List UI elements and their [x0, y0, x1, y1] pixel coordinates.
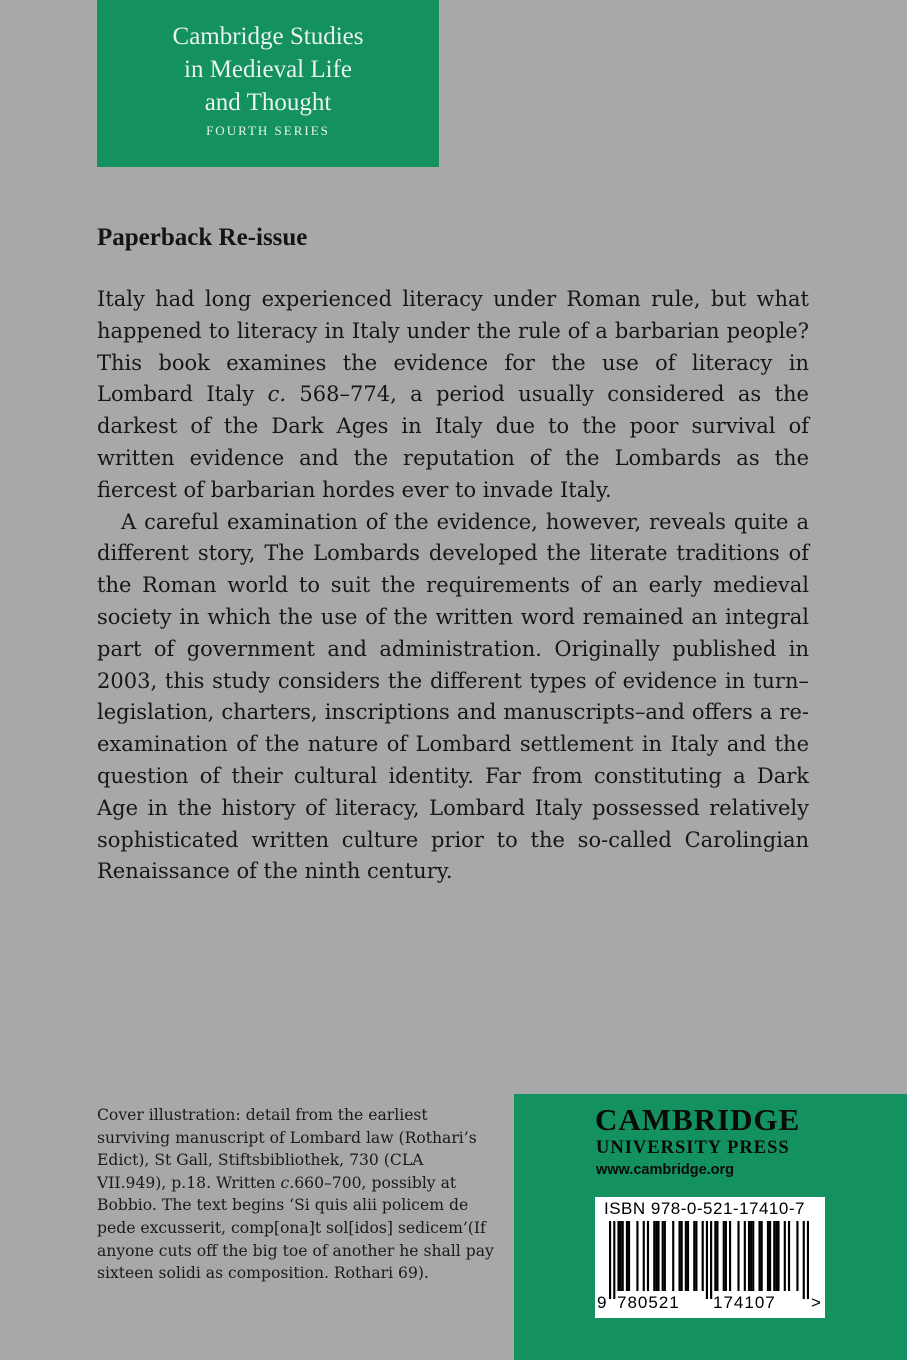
publisher-website: www.cambridge.org [596, 1162, 735, 1178]
description-paragraph-2: A careful examination of the evidence, however, reveals quite a different story, The Lombards developed the literate traditions of the Roman world to suit the requirements of an early medieval society in which the use of the written word remained an integral part of government and administration. Originally published in 2003, this study considers the different types of evidence in turn–legislation, charters, inscriptions and manuscripts–and offers a re-examination of the nature of Lombard settlement in Italy and the question of their cultural identity. Far from constituting a Dark Age in the history of literacy, Lombard Italy possessed relatively sophisticated written culture prior to the so-called Carolingian Renaissance of the ninth century. [97, 509, 809, 884]
barcode-arrow: > [811, 1293, 822, 1312]
barcode-bar [685, 1221, 687, 1291]
barcode-digits-right: 174107 [713, 1293, 776, 1312]
series-title-line-3: and Thought [204, 89, 332, 116]
barcode-bar [748, 1221, 750, 1291]
publisher-box [514, 1094, 907, 1360]
barcode-bar [767, 1221, 769, 1291]
barcode-bar [725, 1221, 727, 1291]
barcode-bar [628, 1221, 630, 1291]
barcode-bar [803, 1221, 805, 1299]
barcode-bars [609, 1221, 809, 1299]
barcode-bar [807, 1221, 809, 1299]
barcode-bar [737, 1221, 739, 1291]
barcode-bar [714, 1221, 716, 1291]
book-description [97, 284, 809, 888]
barcode-digits-left: 780521 [617, 1293, 680, 1312]
barcode-bar [693, 1221, 695, 1291]
series-label: FOURTH SERIES [206, 123, 330, 138]
description-paragraph-1: Italy had long experienced literacy under Roman rule, but what happened to literacy in Italy under the rule of a barbarian people? This book examines the evidence for the use of literacy in Lombard Italy c. 568–774, a period usually considered as the darkest of the Dark Ages in Italy due to the poor survival of written evidence and the reputation of the Lombards as the fiercest of barbarian hordes ever to invade Italy. [97, 287, 809, 502]
barcode-bar [617, 1221, 619, 1291]
barcode-bar [613, 1221, 615, 1299]
barcode-bar [643, 1221, 645, 1291]
barcode-bar [769, 1221, 771, 1291]
barcode-bar [662, 1221, 664, 1291]
barcode-bar [723, 1221, 725, 1291]
series-title-line-2: in Medieval Life [184, 56, 352, 83]
barcode-bar [687, 1221, 689, 1291]
barcode-bar [672, 1221, 674, 1291]
barcode-bar [784, 1221, 786, 1291]
barcode-bar [609, 1221, 611, 1299]
barcode-bar [758, 1221, 760, 1291]
barcode-bar [710, 1221, 712, 1299]
isbn-number: ISBN 978-0-521-17410-7 [604, 1199, 805, 1218]
barcode-bar [744, 1221, 746, 1291]
barcode-bar [626, 1221, 628, 1291]
barcode-bar [796, 1221, 798, 1291]
barcode-bar [681, 1221, 683, 1291]
barcode-bar [788, 1221, 790, 1291]
publisher-subtitle: UNIVERSITY PRESS [596, 1138, 790, 1158]
barcode-bar [657, 1221, 659, 1291]
barcode-bar [678, 1221, 680, 1291]
isbn-barcode [595, 1197, 825, 1318]
barcode-bar [620, 1221, 622, 1291]
barcode-bar [716, 1221, 718, 1291]
barcode-bar [702, 1221, 704, 1291]
barcode-bar [653, 1221, 655, 1291]
barcode-bar [647, 1221, 649, 1291]
barcode-bar [622, 1221, 624, 1291]
cover-illustration-credit: Cover illustration: detail from the earliest surviving manuscript of Lombard law (Rothari’s Edict), St Gall, Stiftsbibliothek, 730 (CLA VII.949), p.18. Written c.660–700, possibly at Bobbio. The text begins ‘Si quis alii policem de pede excusserit, comp[ona]t sol[idos] sedicem’(If anyone cuts off the big toe of another he shall pay sixteen solidi as composition. Rothari 69). [97, 1106, 494, 1283]
barcode-bar [695, 1221, 697, 1291]
barcode-bar [777, 1221, 779, 1291]
series-title-line-1: Cambridge Studies [172, 23, 364, 50]
publisher-name: CAMBRIDGE [595, 1102, 801, 1137]
series-box [97, 0, 439, 167]
barcode-first-digit: 9 [597, 1293, 608, 1312]
barcode-bar [750, 1221, 752, 1291]
barcode-bar [775, 1221, 777, 1291]
barcode-bar [706, 1221, 708, 1299]
barcode-bar [636, 1221, 638, 1291]
barcode-bar [773, 1221, 775, 1291]
barcode-bar [752, 1221, 754, 1291]
barcode-bar [761, 1221, 763, 1291]
reissue-heading: Paperback Re-issue [97, 224, 308, 251]
barcode-bar [664, 1221, 666, 1291]
barcode-bar [729, 1221, 731, 1291]
barcode-bar [655, 1221, 657, 1291]
